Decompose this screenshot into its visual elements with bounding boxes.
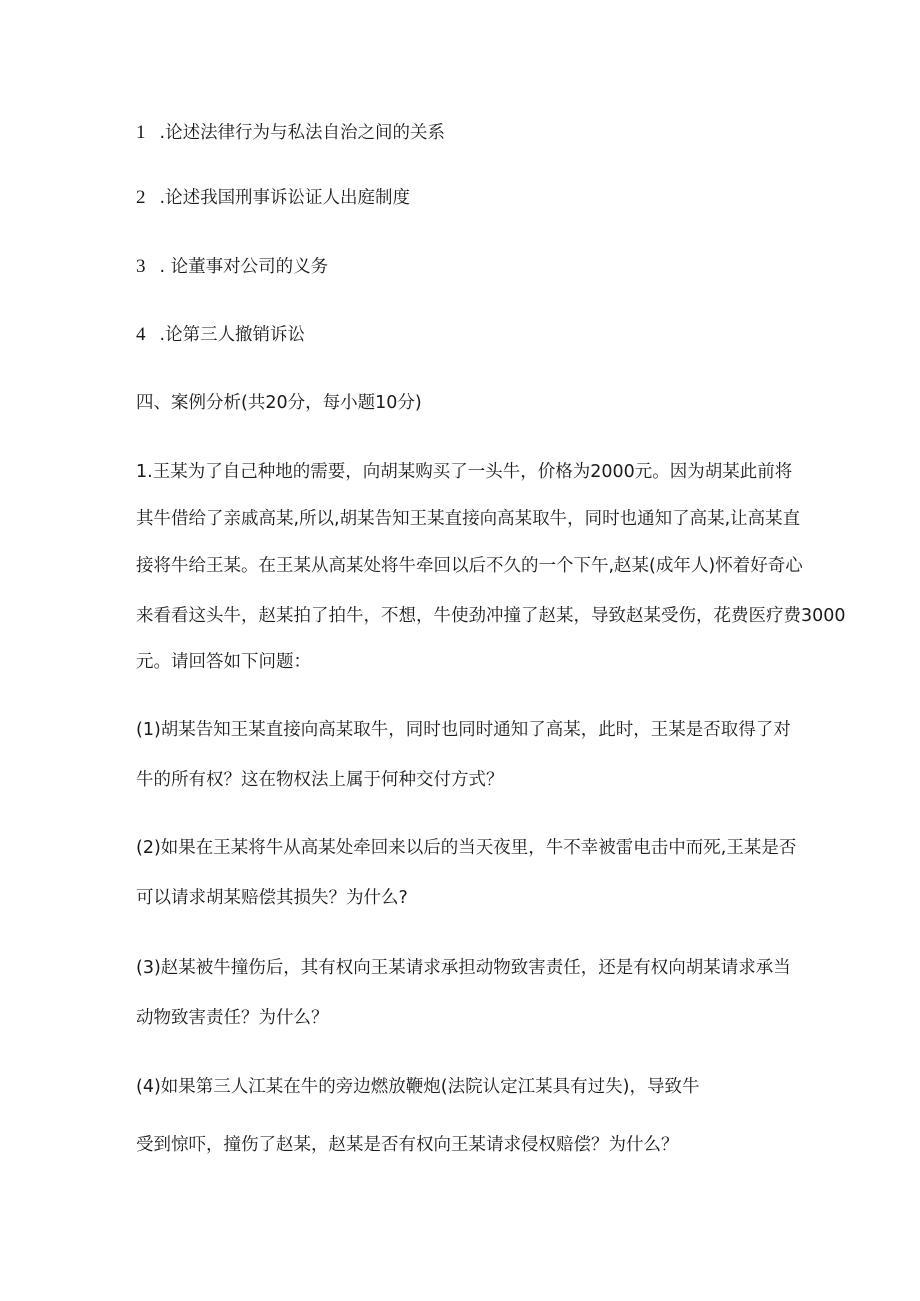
question-number: 1 xyxy=(136,122,146,143)
question-4 xyxy=(136,323,305,347)
sub-question-3-line: (3)赵某被牛撞伤后，其有权向王某请求承担动物致害责任，还是有权向胡某请求承当 xyxy=(136,958,791,978)
question-3 xyxy=(136,255,328,279)
sub-question-4-line: 受到惊吓，撞伤了赵某，赵某是否有权向王某请求侵权赔偿？为什么？ xyxy=(136,1135,679,1155)
case-paragraph-line: 1.王某为了自己种地的需要，向胡某购买了一头牛，价格为2000元。因为胡某此前将 xyxy=(136,462,793,482)
question-2 xyxy=(136,186,410,210)
question-number: 3 xyxy=(136,256,146,277)
question-text: .论述法律行为与私法自治之间的关系 xyxy=(159,123,446,143)
case-paragraph-line: 其牛借给了亲戚高某,所以,胡某告知王某直接向高某取牛，同时也通知了高某,让高某直 xyxy=(136,509,801,529)
question-text: .论述我国刑事诉讼证人出庭制度 xyxy=(159,188,411,208)
sub-question-2-line: 可以请求胡某赔偿其损失？为什么? xyxy=(136,888,408,908)
question-number: 2 xyxy=(136,187,146,208)
sub-question-3-line: 动物致害责任？为什么？ xyxy=(136,1008,329,1028)
section-heading: 四、案例分析(共20分，每小题10分) xyxy=(136,393,422,413)
sub-question-2-line: (2)如果在王某将牛从高某处牵回来以后的当天夜里，牛不幸被雷电击中而死,王某是否 xyxy=(136,838,797,858)
case-paragraph-line: 来看看这头牛，赵某拍了拍牛，不想，牛使劲冲撞了赵某，导致赵某受伤，花费医疗费3000 xyxy=(136,606,846,626)
question-text: . 论董事对公司的义务 xyxy=(159,257,329,277)
case-paragraph-line: 元。请回答如下问题： xyxy=(136,652,311,672)
question-number: 4 xyxy=(136,324,146,345)
sub-question-4-line: (4)如果第三人江某在牛的旁边燃放鞭炮(法院认定江某具有过失)，导致牛 xyxy=(136,1077,700,1097)
question-text: .论第三人撤销诉讼 xyxy=(159,325,306,345)
case-paragraph-line: 接将牛给王某。在王某从高某处将牛牵回以后不久的一个下午,赵某(成年人)怀着好奇心 xyxy=(136,556,803,576)
question-1 xyxy=(136,121,445,145)
sub-question-1-line: 牛的所有权？这在物权法上属于何种交付方式？ xyxy=(136,770,504,790)
sub-question-1-line: (1)胡某告知王某直接向高某取牛，同时也同时通知了高某，此时，王某是否取得了对 xyxy=(136,720,791,740)
